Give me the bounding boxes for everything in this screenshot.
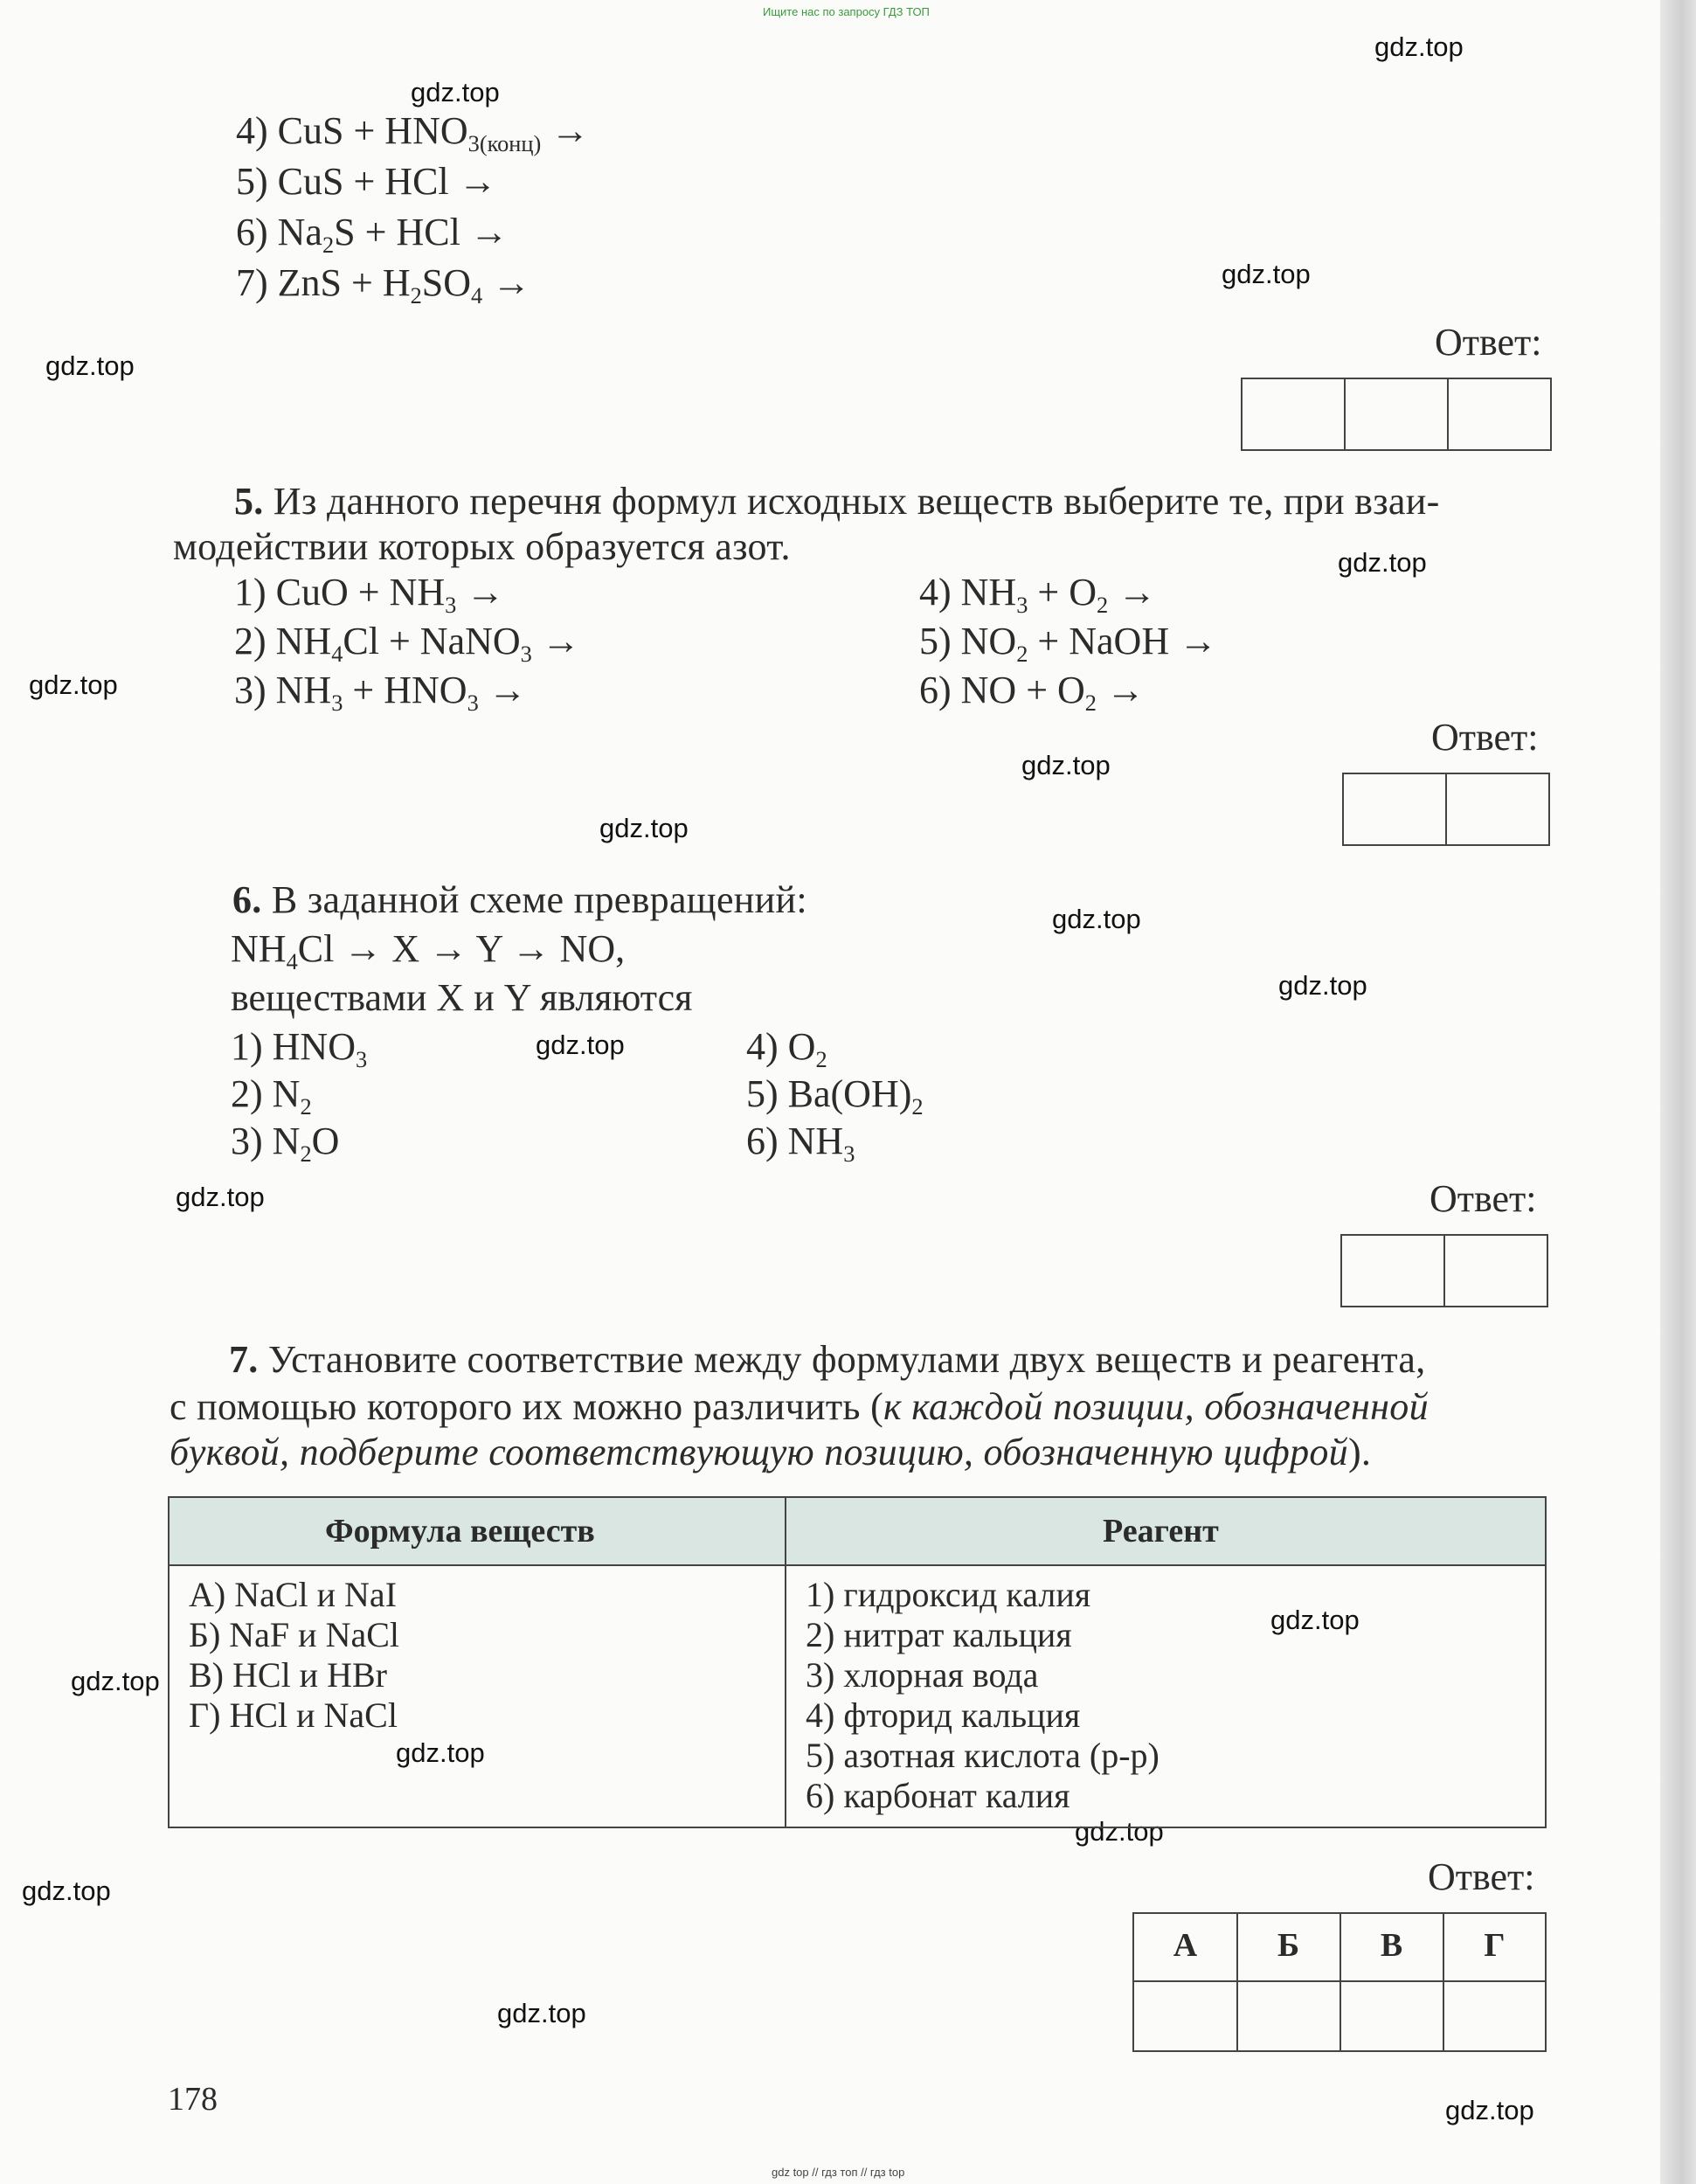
answer-cell[interactable] <box>1449 379 1550 449</box>
watermark: gdz.top <box>1374 31 1464 62</box>
q4-answer-boxes[interactable] <box>1241 378 1552 451</box>
q6-option-5: 5) $Ba(OH)_2$ <box>746 1072 924 1120</box>
list-item: В) HCl и HBr <box>189 1655 387 1695</box>
watermark: gdz.top <box>1222 259 1311 289</box>
q6-option-6: 6) $NH_3$ <box>746 1120 855 1168</box>
answer-label: Ответ: <box>1435 321 1542 364</box>
q5-option-6: 6) NO + $O_2$ → <box>919 669 1145 717</box>
watermark: gdz.top <box>71 1666 160 1696</box>
q6-option-3: 3) $N_2O$ <box>231 1120 340 1168</box>
watermark: gdz.top <box>45 350 135 381</box>
answer-cell[interactable] <box>1346 379 1449 449</box>
q7-text-line3: буквой, подберите соответствующую позицию, обозначенную цифрой). <box>170 1431 1372 1473</box>
q5-option-3: 3) $NH_3 + HNO_3$ → <box>234 669 527 717</box>
watermark: gdz.top <box>599 813 689 843</box>
q4-option-4: 4) CuS + $HNO_{3(конц)}$ → <box>236 109 590 157</box>
table-left-column <box>189 1575 399 1736</box>
list-item: 3) хлорная вода <box>806 1655 1039 1695</box>
q6-answer-boxes[interactable] <box>1340 1234 1548 1307</box>
watermark: gdz.top <box>1278 970 1367 1001</box>
watermark: gdz.top <box>396 1737 485 1768</box>
watermark: gdz.top <box>22 1875 111 1906</box>
q7-answer-table[interactable] <box>1132 1912 1547 2052</box>
q7-matching-table <box>168 1496 1547 1828</box>
q5-option-1: 1) CuO + $NH_3$ → <box>234 571 505 619</box>
watermark: gdz.top <box>497 1998 586 2028</box>
table-header-reagent: Реагент <box>1103 1513 1219 1550</box>
q6-text2: веществами X и Y являются <box>231 976 693 1019</box>
q6-option-2: 2) $N_2$ <box>231 1072 312 1120</box>
list-item: Г) HCl и NaCl <box>189 1695 398 1735</box>
table-header-formula: Формула веществ <box>325 1513 595 1550</box>
q4-option-5: 5) CuS + HCl → <box>236 160 497 203</box>
q5-text-line2: модействии которых образуется азот. <box>173 525 791 568</box>
q6-scheme: $NH_4Cl \to X \to Y$ → NO, <box>231 927 626 975</box>
watermark: gdz.top <box>1021 750 1111 780</box>
q5-option-4: 4) $NH_3 + O_2$ → <box>919 571 1157 619</box>
q5-option-2: 2) $NH_4Cl$ + NaNO$_3$ → <box>234 620 580 668</box>
answer-label: Ответ: <box>1429 1177 1537 1220</box>
watermark: gdz.top <box>1270 1605 1360 1635</box>
list-item: 1) гидроксид калия <box>806 1575 1091 1614</box>
q6-option-1: 1) $HNO_3$ <box>231 1025 368 1073</box>
answer-cell[interactable] <box>1243 379 1346 449</box>
q5-text-line1: 5. Из данного перечня формул исходных веществ выберите те, при взаи- <box>234 480 1440 523</box>
watermark: gdz.top <box>536 1030 625 1060</box>
list-item: Б) NaF и NaCl <box>189 1615 400 1654</box>
q5-answer-boxes[interactable] <box>1342 773 1550 846</box>
watermark: gdz.top <box>1052 904 1141 934</box>
header-note: Ищите нас по запросу ГДЗ ТОП <box>763 5 930 18</box>
answer-cell[interactable] <box>1344 774 1447 844</box>
answer-cell[interactable] <box>1447 774 1548 844</box>
answer-letter-b: Б <box>1277 1927 1300 1964</box>
q6-text: 6. В заданной схеме превращений: <box>232 878 807 921</box>
q4-option-7: 7) ZnS + $H_2SO_4$ → <box>236 261 531 309</box>
answer-cell[interactable] <box>1445 1236 1547 1306</box>
list-item: 6) карбонат калия <box>806 1776 1070 1815</box>
list-item: 5) азотная кислота (р-р) <box>806 1736 1160 1775</box>
watermark: gdz.top <box>1075 1816 1164 1847</box>
answer-label: Ответ: <box>1428 1855 1535 1898</box>
table-right-column <box>806 1575 1160 1816</box>
q4-option-6: 6) $Na_2S$ + HCl → <box>236 211 509 259</box>
q7-text-line2: с помощью которого их можно различить (к каждой позиции, обозначенной <box>170 1385 1429 1428</box>
q6-option-4: 4) $O_2$ <box>746 1025 827 1073</box>
watermark: gdz.top <box>1445 2095 1534 2125</box>
list-item: А) NaCl и NaI <box>189 1575 398 1614</box>
answer-label: Ответ: <box>1431 716 1539 759</box>
list-item: 4) фторид кальция <box>806 1695 1081 1735</box>
watermark: gdz.top <box>1338 547 1427 578</box>
answer-letter-v: В <box>1380 1927 1403 1964</box>
q5-option-5: 5) $NO_2$ + NaOH → <box>919 620 1218 668</box>
answer-cell[interactable] <box>1342 1236 1445 1306</box>
watermark: gdz.top <box>29 669 118 700</box>
footer-note: gdz top // гдз топ // гдз top <box>772 2166 905 2179</box>
list-item: 2) нитрат кальция <box>806 1615 1072 1654</box>
watermark: gdz.top <box>176 1182 265 1212</box>
q7-text-line1: 7. Установите соответствие между формулами двух веществ и реагента, <box>229 1338 1426 1381</box>
answer-letter-a: А <box>1173 1927 1198 1964</box>
page-edge-shadow <box>1660 0 1696 2184</box>
page-number: 178 <box>168 2081 218 2118</box>
watermark: gdz.top <box>411 77 500 107</box>
answer-letter-g: Г <box>1484 1927 1506 1964</box>
table-divider <box>785 1498 786 1827</box>
